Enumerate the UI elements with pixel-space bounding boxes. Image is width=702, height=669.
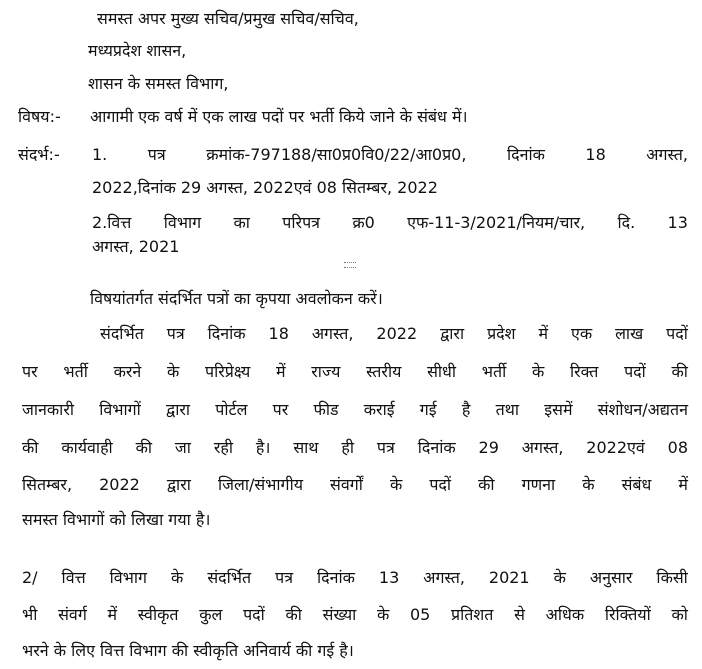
word: कराई <box>363 400 395 419</box>
word: संशोधन/अद्यतन <box>597 400 688 419</box>
word: करने <box>113 362 142 381</box>
word: गणना <box>521 475 556 494</box>
para1-line-4 <box>22 437 688 459</box>
word: की <box>22 438 39 457</box>
word: अगस्त, <box>646 145 688 164</box>
word: कार्यवाही <box>61 438 113 457</box>
word: 13 <box>378 568 400 587</box>
word: सितम्बर, <box>22 475 73 494</box>
word: 2022 <box>376 324 418 343</box>
word: लाख <box>615 324 644 343</box>
word: भर्ती <box>481 362 507 381</box>
word: अगस्त, <box>521 438 564 457</box>
reference-item-1-line-1 <box>92 144 688 166</box>
word: दिनांक <box>417 438 456 457</box>
word: फीड <box>313 400 339 419</box>
reference-item-2-line-1 <box>92 212 688 234</box>
reference-item-2-line-2: अगस्त, 2021 <box>92 237 180 256</box>
word: का <box>233 213 250 232</box>
word: कुल <box>199 605 223 624</box>
word: अधिक <box>545 605 585 624</box>
word: संवर्ग <box>58 605 87 624</box>
word: संबंध <box>621 475 652 494</box>
word: विभाग <box>163 213 202 232</box>
word: पत्र <box>275 568 294 587</box>
word: अगस्त, <box>423 568 465 587</box>
addressee-line-3: शासन के समस्त विभाग, <box>88 74 229 93</box>
word: पदों <box>429 475 452 494</box>
word: 2022 <box>99 475 140 494</box>
word: पत्र <box>166 324 185 343</box>
word: की <box>671 362 688 381</box>
word: संवर्गों <box>330 475 363 494</box>
intro-text: विषयांतर्गत संदर्भित पत्रों का कृपया अवलोकन करें। <box>90 289 383 308</box>
word: से <box>514 605 525 624</box>
word: साथ <box>293 438 319 457</box>
para1-line-2 <box>22 361 688 383</box>
word: पदों <box>624 362 646 381</box>
word: प्रतिशत <box>451 605 494 624</box>
word: 18 <box>268 324 289 343</box>
word: की <box>285 605 302 624</box>
word: परिप्रेक्ष्य <box>204 362 251 381</box>
word: 2.वित्त <box>92 213 132 232</box>
word: जिला/संभागीय <box>217 475 303 494</box>
word: 2022एवं <box>586 438 645 457</box>
para1-line-6: समस्त विभागों को लिखा गया है। <box>22 510 211 529</box>
word: किसी <box>656 568 688 587</box>
word: 18 <box>585 145 606 164</box>
word: 2021 <box>488 568 530 587</box>
word: के <box>389 475 403 494</box>
subject-label: विषय:- <box>18 107 61 126</box>
word: विभाग <box>109 568 148 587</box>
word: के <box>582 475 595 494</box>
addressee-line-1: समस्त अपर मुख्य सचिव/प्रमुख सचिव/सचिव, <box>97 9 359 28</box>
word: गई <box>419 400 437 419</box>
word: रिक्त <box>569 362 599 381</box>
reference-label: संदर्भ:- <box>18 145 60 164</box>
word: जानकारी <box>22 400 75 419</box>
para1-line-1 <box>100 323 688 345</box>
word: जा <box>174 438 191 457</box>
word: भी <box>22 605 38 624</box>
word: एक <box>571 324 593 343</box>
word: राज्य <box>311 362 341 381</box>
word: 13 <box>667 213 688 232</box>
word: पर <box>22 362 38 381</box>
word: द्वारा <box>440 324 465 343</box>
word: पदों <box>243 605 265 624</box>
word: 2/ <box>22 568 38 587</box>
word: की <box>135 438 153 457</box>
word: द्वारा <box>166 400 191 419</box>
word: संख्या <box>322 605 357 624</box>
word: 29 <box>478 438 499 457</box>
addressee-line-2: मध्यप्रदेश शासन, <box>88 41 187 60</box>
word: विभागों <box>99 400 141 419</box>
word: रिक्तियों <box>604 605 651 624</box>
word: दिनांक <box>506 145 545 164</box>
word: तथा <box>495 400 520 419</box>
word: क्र0 <box>352 213 375 232</box>
word: पर <box>272 400 289 419</box>
reference-item-1-line-2: 2022,दिनांक 29 अगस्त, 2022एवं 08 सितम्बर, 2022 <box>92 178 438 197</box>
word: है। <box>255 438 271 457</box>
word: के <box>376 605 390 624</box>
word: प्रदेश <box>487 324 516 343</box>
word: क्रमांक-797188/सा0प्र0वि0/22/आ0प्र0, <box>206 145 467 164</box>
para1-line-3 <box>22 399 688 421</box>
word: स्वीकृत <box>137 605 179 624</box>
word: इसमें <box>544 400 573 419</box>
word: द्वारा <box>166 475 191 494</box>
word: है <box>461 400 471 419</box>
word: के <box>531 362 545 381</box>
word: में <box>538 324 549 343</box>
word: संदर्भित <box>207 568 252 587</box>
separator-mark <box>344 262 356 268</box>
word: में <box>678 475 688 494</box>
para2-line-3: भरने के लिए वित्त विभाग की स्वीकृति अनिवार्य की गई है। <box>22 641 354 660</box>
word: परिपत्र <box>282 213 320 232</box>
subject-text: आगामी एक वर्ष में एक लाख पदों पर भर्ती किये जाने के संबंध में। <box>90 107 468 126</box>
word: स्तरीय <box>366 362 402 381</box>
word: 1. <box>92 145 108 164</box>
word: पत्र <box>147 145 166 164</box>
word: पत्र <box>376 438 395 457</box>
word: संदर्भित <box>100 324 144 343</box>
word: पदों <box>666 324 688 343</box>
para2-line-2 <box>22 604 688 626</box>
word: में <box>107 605 118 624</box>
word: पोर्टल <box>215 400 248 419</box>
word: की <box>478 475 495 494</box>
word: 08 <box>667 438 688 457</box>
word: अगस्त, <box>311 324 354 343</box>
word: के <box>166 362 180 381</box>
word: वित्त <box>61 568 86 587</box>
word: ही <box>341 438 355 457</box>
word: 05 <box>409 605 431 624</box>
word: एफ-11-3/2021/नियम/चार, <box>407 213 586 232</box>
word: के <box>171 568 184 587</box>
word: दिनांक <box>207 324 246 343</box>
para1-line-5 <box>22 474 688 496</box>
word: भर्ती <box>63 362 88 381</box>
word: रही <box>213 438 233 457</box>
word: को <box>671 605 688 624</box>
word: अनुसार <box>589 568 633 587</box>
word: के <box>553 568 566 587</box>
word: में <box>275 362 286 381</box>
para2-line-1 <box>22 567 688 589</box>
word: सीधी <box>427 362 457 381</box>
word: दि. <box>617 213 636 232</box>
word: दिनांक <box>317 568 355 587</box>
